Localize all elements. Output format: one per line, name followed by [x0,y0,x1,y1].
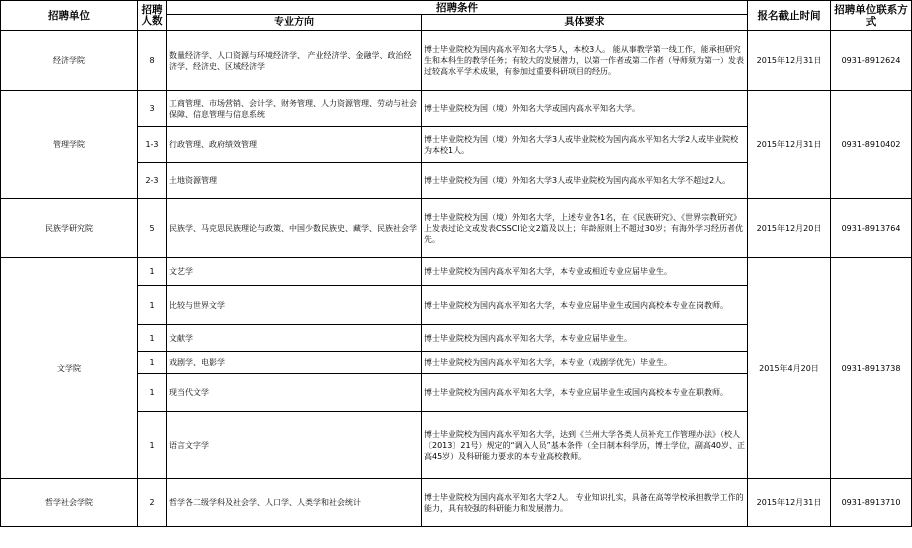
requirement-cell: 博士毕业院校为国内高水平知名大学，本专业（戏剧学优先）毕业生。 [422,352,748,374]
count-cell: 2-3 [138,163,167,199]
deadline-cell: 2015年12月31日 [748,31,831,91]
requirement-cell: 博士毕业院校为国（境）外知名大学，上述专业各1名，在《民族研究》、《世界宗教研究》上发表过论文或发表CSSCI论文2篇及以上；年龄原则上不超过30岁；有海外学习经历者优先。 [422,199,748,258]
table-row [1,91,912,127]
major-cell: 现当代文学 [167,374,422,412]
count-cell: 2 [138,479,167,527]
header-conditions: 招聘条件 [167,1,748,15]
header-deadline: 报名截止时间 [748,1,831,31]
major-cell: 民族学、马克思民族理论与政策、中国少数民族史、藏学、民族社会学 [167,199,422,258]
count-cell: 1 [138,352,167,374]
major-cell: 行政管理、政府绩效管理 [167,127,422,163]
table-row [1,199,912,258]
count-cell: 1 [138,374,167,412]
count-cell: 1 [138,286,167,325]
contact-cell: 0931-8913710 [831,479,912,527]
header-contact: 招聘单位联系方式 [831,1,912,31]
major-cell: 戏剧学、电影学 [167,352,422,374]
major-cell: 土地资源管理 [167,163,422,199]
requirement-cell: 博士毕业院校为国内高水平知名大学2人。 专业知识扎实，具备在高等学校承担教学工作的能力，具有较强的科研能力和发展潜力。 [422,479,748,527]
requirement-cell: 博士毕业院校为国内高水平知名大学5人，本校3人。 能从事教学第一线工作，能承担研究生和本科生的教学任务；有较大的发展潜力，以第一作者或第二作者（导师须为第一）发表过较高水平学术成果，有参加过重要科研项目的经历。 [422,31,748,91]
contact-cell: 0931-8912624 [831,31,912,91]
deadline-cell: 2015年4月20日 [748,258,831,479]
unit-name: 哲学社会学院 [1,479,138,527]
deadline-cell: 2015年12月31日 [748,479,831,527]
major-cell: 数量经济学、人口资源与环境经济学、 产业经济学、金融学、政治经济学、经济史、区域经济学 [167,31,422,91]
header-unit: 招聘单位 [1,1,138,31]
requirement-cell: 博士毕业院校为国内高水平知名大学，本专业应届毕业生。 [422,325,748,352]
table-row [1,479,912,527]
major-cell: 比较与世界文学 [167,286,422,325]
count-cell: 8 [138,31,167,91]
count-cell: 3 [138,91,167,127]
requirement-cell: 博士毕业院校为国（境）外知名大学或国内高水平知名大学。 [422,91,748,127]
requirement-cell: 博士毕业院校为国（境）外知名大学3人或毕业院校为国内高水平知名大学2人或毕业院校为本校1人。 [422,127,748,163]
count-cell: 1-3 [138,127,167,163]
header-count: 招聘人数 [138,1,167,31]
requirement-cell: 博士毕业院校为国（境）外知名大学3人或毕业院校为国内高水平知名大学不超过2人。 [422,163,748,199]
contact-cell: 0931-8910402 [831,91,912,199]
count-cell: 1 [138,412,167,479]
header-requirements: 具体要求 [422,15,748,31]
contact-cell: 0931-8913764 [831,199,912,258]
count-cell: 1 [138,325,167,352]
major-cell: 文艺学 [167,258,422,286]
count-cell: 5 [138,199,167,258]
major-cell: 工商管理、市场营销、会计学、财务管理、人力资源管理、劳动与社会保障、信息管理与信息系统 [167,91,422,127]
table-row [1,31,912,91]
requirement-cell: 博士毕业院校为国内高水平知名大学，本专业或相近专业应届毕业生。 [422,258,748,286]
deadline-cell: 2015年12月20日 [748,199,831,258]
requirement-cell: 博士毕业院校为国内高水平知名大学，达到《兰州大学各类人员补充工作管理办法》（校人〔2013〕21号）规定的“调入人员”基本条件（全日制本科学历，博士学位，副高40岁、正高45岁）及科研能力要求的本专业高校教师。 [422,412,748,479]
requirement-cell: 博士毕业院校为国内高水平知名大学，本专业应届毕业生或国内高校本专业在岗教师。 [422,286,748,325]
unit-name: 经济学院 [1,31,138,91]
major-cell: 哲学各二级学科及社会学、人口学、人类学和社会统计 [167,479,422,527]
deadline-cell: 2015年12月31日 [748,91,831,199]
table-row [1,258,912,286]
major-cell: 语言文字学 [167,412,422,479]
header-major: 专业方向 [167,15,422,31]
unit-name: 管理学院 [1,91,138,199]
requirement-cell: 博士毕业院校为国内高水平知名大学，本专业应届毕业生或国内高校本专业在职教师。 [422,374,748,412]
unit-name: 民族学研究院 [1,199,138,258]
count-cell: 1 [138,258,167,286]
contact-cell: 0931-8913738 [831,258,912,479]
major-cell: 文献学 [167,325,422,352]
unit-name: 文学院 [1,258,138,479]
